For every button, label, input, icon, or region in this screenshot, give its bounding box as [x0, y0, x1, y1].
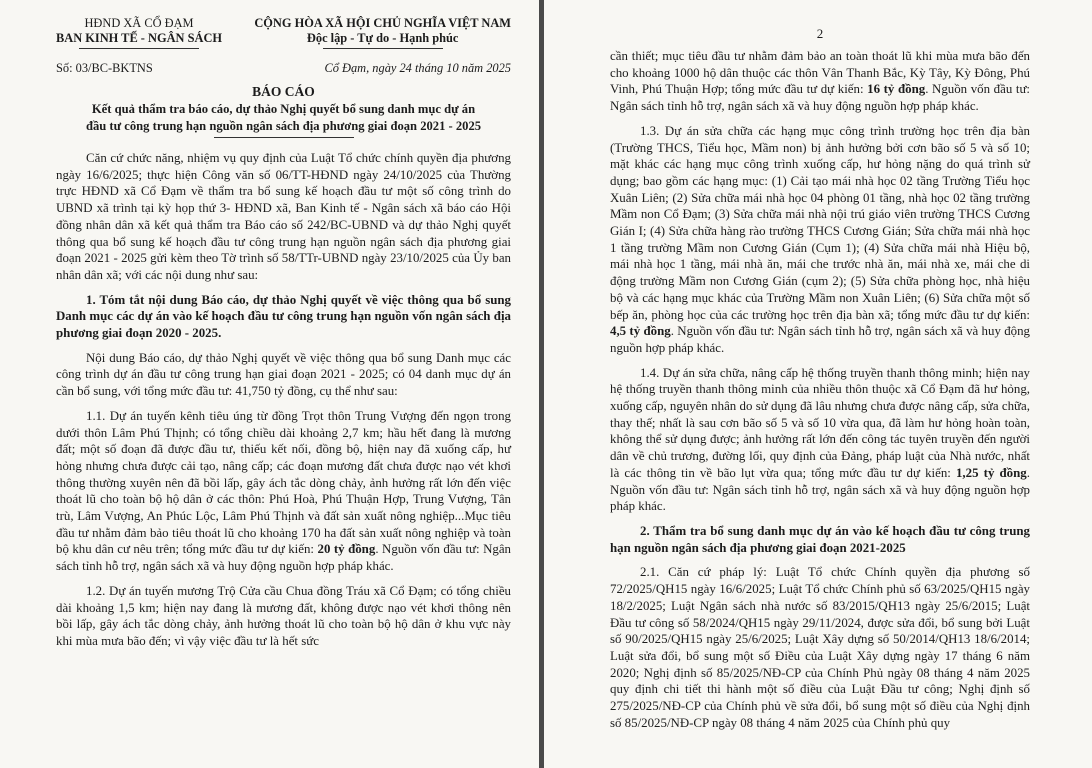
item-1-3-paragraph — [610, 123, 1030, 357]
doc-number: Số: 03/BC-BKTNS — [56, 61, 153, 75]
council-name: HĐND XÃ CỔ ĐẠM — [84, 16, 194, 30]
item-1-2-paragraph: 1.2. Dự án tuyến mương Trộ Cửa cầu Chua đồng Tráu xã Cổ Đạm; có tổng chiều dài khoảng 1,5 km; hiện nay đang là mương đất, không được nạo vét khơi thông nên bồi lấp, gây ách tắc dòng chảy, ảnh hưởng thoát lũ cho toàn bộ hộ dân ở khu vực này khi mùa mưa bão đến; vì vậy việc đầu tư là hết sức — [56, 583, 511, 648]
document-header — [56, 16, 511, 49]
item-2-1-paragraph: 2.1. Căn cứ pháp lý: Luật Tổ chức Chính quyền địa phương số 72/2025/QH15 ngày 16/6/2025; Luật Tổ chức Chính phủ số 63/2025/QH15 ngày 18/2/2025; Luật Ngân sách nhà nước số 83/2015/QH13 ngày 25/6/2015; Luật Đầu tư công số 58/2024/QH15 ngày 29/11/2024, được sửa đổi, bổ sung bởi Luật số 90/2025/QH15 ngày 25/6/2025; Luật Xây dựng số 50/2014/QH13 18/6/2014; Luật sửa đổi, bổ sung một số Điều của Luật Xây dựng ngày 17 tháng 6 năm 2020; Nghị định số 85/2025/NĐ-CP của Chính Phủ ngày 08 tháng 4 năm 2025 quy định chi tiết thi hành một số điều của Luật Đầu tư công; Nghị định số 275/2025/NĐ-CP của Chính phủ về sửa đổi, bổ sung một số điều của Nghị định số 85/2025/NĐ-CP ngày 08 tháng 4 năm 2025 của Chính phủ quy — [610, 565, 1030, 730]
doc-title: BÁO CÁO — [252, 84, 315, 99]
subtitle-underline — [214, 137, 354, 138]
item-1-4-amount: 1,25 tỷ đồng — [955, 465, 1027, 480]
section-1-heading: 1. Tóm tắt nội dung Báo cáo, dự thảo Nghị quyết về việc thông qua bổ sung Danh mục các dự án vào kế hoạch đầu tư công trung hạn nguồn vốn ngân sách địa phương giai đoạn 2020 - 2025. — [56, 292, 511, 341]
item-1-1-tail: . Nguồn vốn đầu tư: Ngân sách tỉnh hỗ trợ, ngân sách xã và huy động nguồn hợp pháp khác. — [56, 542, 511, 574]
item-1-1-amount: 20 tỷ đồng — [317, 542, 376, 557]
item-1-3-amount: 4,5 tỷ đồng — [610, 324, 671, 339]
page-number: 2 — [816, 26, 824, 41]
national-name: CỘNG HÒA XÃ HỘI CHỦ NGHĨA VIỆT NAM — [254, 16, 511, 30]
doc-date: Cổ Đạm, ngày 24 tháng 10 năm 2025 — [324, 61, 511, 75]
item-1-3-text: 1.3. Dự án sửa chữa các hạng mục công trình trường học trên địa bàn (Trường THCS, Tiểu học, Mầm non) bị ảnh hưởng bởi cơn bão số 5 và số 10; mặt khác các hạng mục công trình xuống cấp, hư hỏng nặng do quá trình sử dụng; bao gồm các hạng mục: (1) Cải tạo mái nhà học 02 tầng Trường Tiểu học Xuân Liên; (2) Sửa chữa mái nhà học 04 phòng 01 tầng, nhà học 02 tầng trường Mầm non Cổ Đạm; (3) Sửa chữa mái nhà nội trú giáo viên trường THCS Cương Gián I; (4) Sửa chữa hàng rào trường THCS Cương Gián; Sửa chữa mái nhà học 1 tầng trường Mầm non Cương Gián (Cụm 1); (4) Sửa chữa mái nhà Hiệu bộ, mái nhà học 1 tầng, mái nhà ăn, mái che trước nhà ăn, mái nhà xe, mái che di động trường Mầm non Cương Gián (cụm 2); (5) Sửa chữa phòng học, nhà hiệu bộ và các hạng mục khác của Trường Mầm non Xuân Liên; (6) Sửa chữa một số bếp ăn, phòng học của các trường học trên địa bàn xã; tổng mức đầu tư dự kiến: — [610, 123, 1030, 322]
doc-subtitle-line-2: đầu tư công trung hạn nguồn ngân sách địa phương giai đoạn 2021 - 2025 — [85, 119, 482, 133]
item-1-1-text: 1.1. Dự án tuyến kênh tiêu úng từ đồng Trọt thôn Trung Vượng đến ngọn trong dưới thôn Lâm Phú Thịnh; có tổng chiều dài khoảng 2,7 km; hầu hết đang là mương đất; một số đoạn đã được đầu tư, thiếu kết nối, đồng bộ, hiện nay đã xuống cấp, hư hỏng nhưng chưa được cải tạo, nâng cấp; các đoạn mương đất chưa được nạo vét khơi thông thường xuyên nên đã bồi lấp, gây ách tắc dòng chảy, ảnh hưởng rất lớn đến việc thoát lũ cho toàn bộ hộ dân ở các thôn: Phú Hoà, Phú Thuận Hợp, Trung Vượng, Tân trù, Lâm Vượng, An Phúc Lộc, Lâm Phú Thịnh và đất sản xuất nông nghiệp...Mục tiêu đầu tư nhằm đảm bảo tiêu thoát lũ cho khoảng 170 ha đất sản xuất nông nghiệp và toàn bộ khu dân cư nêu trên; tổng mức đầu tư dự kiến: — [56, 408, 511, 557]
issuer-block — [56, 16, 222, 49]
preamble-paragraph: Căn cứ chức năng, nhiệm vụ quy định của Luật Tổ chức chính quyền địa phương ngày 16/6/2025; thực hiện Công văn số 06/TT-HĐND ngày 24/10/2025 của Thường trực HĐND xã Cổ Đạm về thẩm tra bổ sung kế hoạch đầu tư một số công trình do UBND xã trình tại kỳ họp thứ 3- HĐND xã, Ban Kinh tế - Ngân sách xã báo cáo Hội đồng nhân dân xã kết quả thẩm tra Báo cáo số 242/BC-UBND và dự thảo Nghị quyết thông qua bổ sung kế hoạch đầu tư công trung hạn nguồn ngân sách địa phương giai đoạn 2021 - 2025 gửi kèm theo Tờ trình số 58/TTr-UBND ngày 23/10/2025 của Ủy ban nhân dân xã; với các nội dung như sau: — [56, 151, 511, 282]
motto-underline — [323, 48, 443, 49]
committee-name: BAN KINH TẾ - NGÂN SÁCH — [56, 31, 223, 45]
document-page-2 — [544, 0, 1092, 768]
item-1-4-tail: . Nguồn vốn đầu tư: Ngân sách tỉnh hỗ trợ, ngân sách xã và huy động nguồn hợp pháp khác. — [610, 465, 1030, 514]
item-1-4-text: 1.4. Dự án sửa chữa, nâng cấp hệ thống truyền thanh thông minh; hiện nay hệ thống truyền thanh thông minh của nhiều thôn thuộc xã Cổ Đạm đã hư hỏng, xuống cấp, nguyên nhân do sử dụng đã lâu nhưng chưa được nâng cấp, sửa chữa, thay thế; nhất là sau cơn bão số 5 và số 10 vừa qua, đã làm hư hỏng hoàn toàn, không thể sử dụng được; ảnh hưởng rất lớn đến công tác tuyên truyền đến người dân về chủ trương, đường lối, quy định của Đảng, pháp luật của Nhà nước, nhất là các thông tin về bão lụt vừa qua; tổng mức đầu tư dự kiến: — [610, 365, 1030, 480]
doc-number-row — [56, 61, 511, 76]
summary-paragraph: Nội dung Báo cáo, dự thảo Nghị quyết về việc thông qua bổ sung Danh mục các công trình dự án đầu tư công trung hạn giai đoạn 2021 - 2025; có 04 danh mục dự án cần bổ sung, với tổng mức đầu tư: 41,750 tỷ đồng, cụ thể như sau: — [56, 350, 511, 399]
issuer-underline — [79, 48, 199, 49]
doc-subtitle-line-1: Kết quả thẩm tra báo cáo, dự thảo Nghị quyết bổ sung danh mục dự án — [91, 102, 476, 116]
item-1-2-amount: 16 tỷ đồng — [867, 82, 926, 97]
document-page-1 — [0, 0, 539, 768]
item-1-2-continuation — [610, 48, 1030, 115]
national-motto: Độc lập - Tự do - Hạnh phúc — [306, 31, 459, 45]
item-1-2-tail: . Nguồn vốn đầu tư: Ngân sách tỉnh hỗ trợ, ngân sách xã và huy động nguồn hợp pháp khác. — [610, 82, 1031, 114]
national-motto-block — [254, 16, 511, 49]
item-1-2-cont-text: cần thiết; mục tiêu đầu tư nhằm đảm bảo an toàn thoát lũ khi mùa mưa bão đến cho khoảng 1000 hộ dân thuộc các thôn Vân Thanh Bắc, Kỳ Tây, Kỳ Đông, Phú Vinh, Phú Thuận Hợp; tổng mức đầu tư dự kiến: — [610, 49, 1030, 97]
item-1-3-tail: . Nguồn vốn đầu tư: Ngân sách tỉnh hỗ trợ, ngân sách xã và huy động nguồn hợp pháp khác. — [610, 324, 1030, 355]
section-2-heading: 2. Thẩm tra bổ sung danh mục dự án vào kế hoạch đầu tư công trung hạn nguồn ngân sách địa phương giai đoạn 2021-2025 — [610, 523, 1030, 555]
item-1-4-paragraph — [610, 365, 1030, 515]
item-1-1-paragraph — [56, 408, 511, 575]
